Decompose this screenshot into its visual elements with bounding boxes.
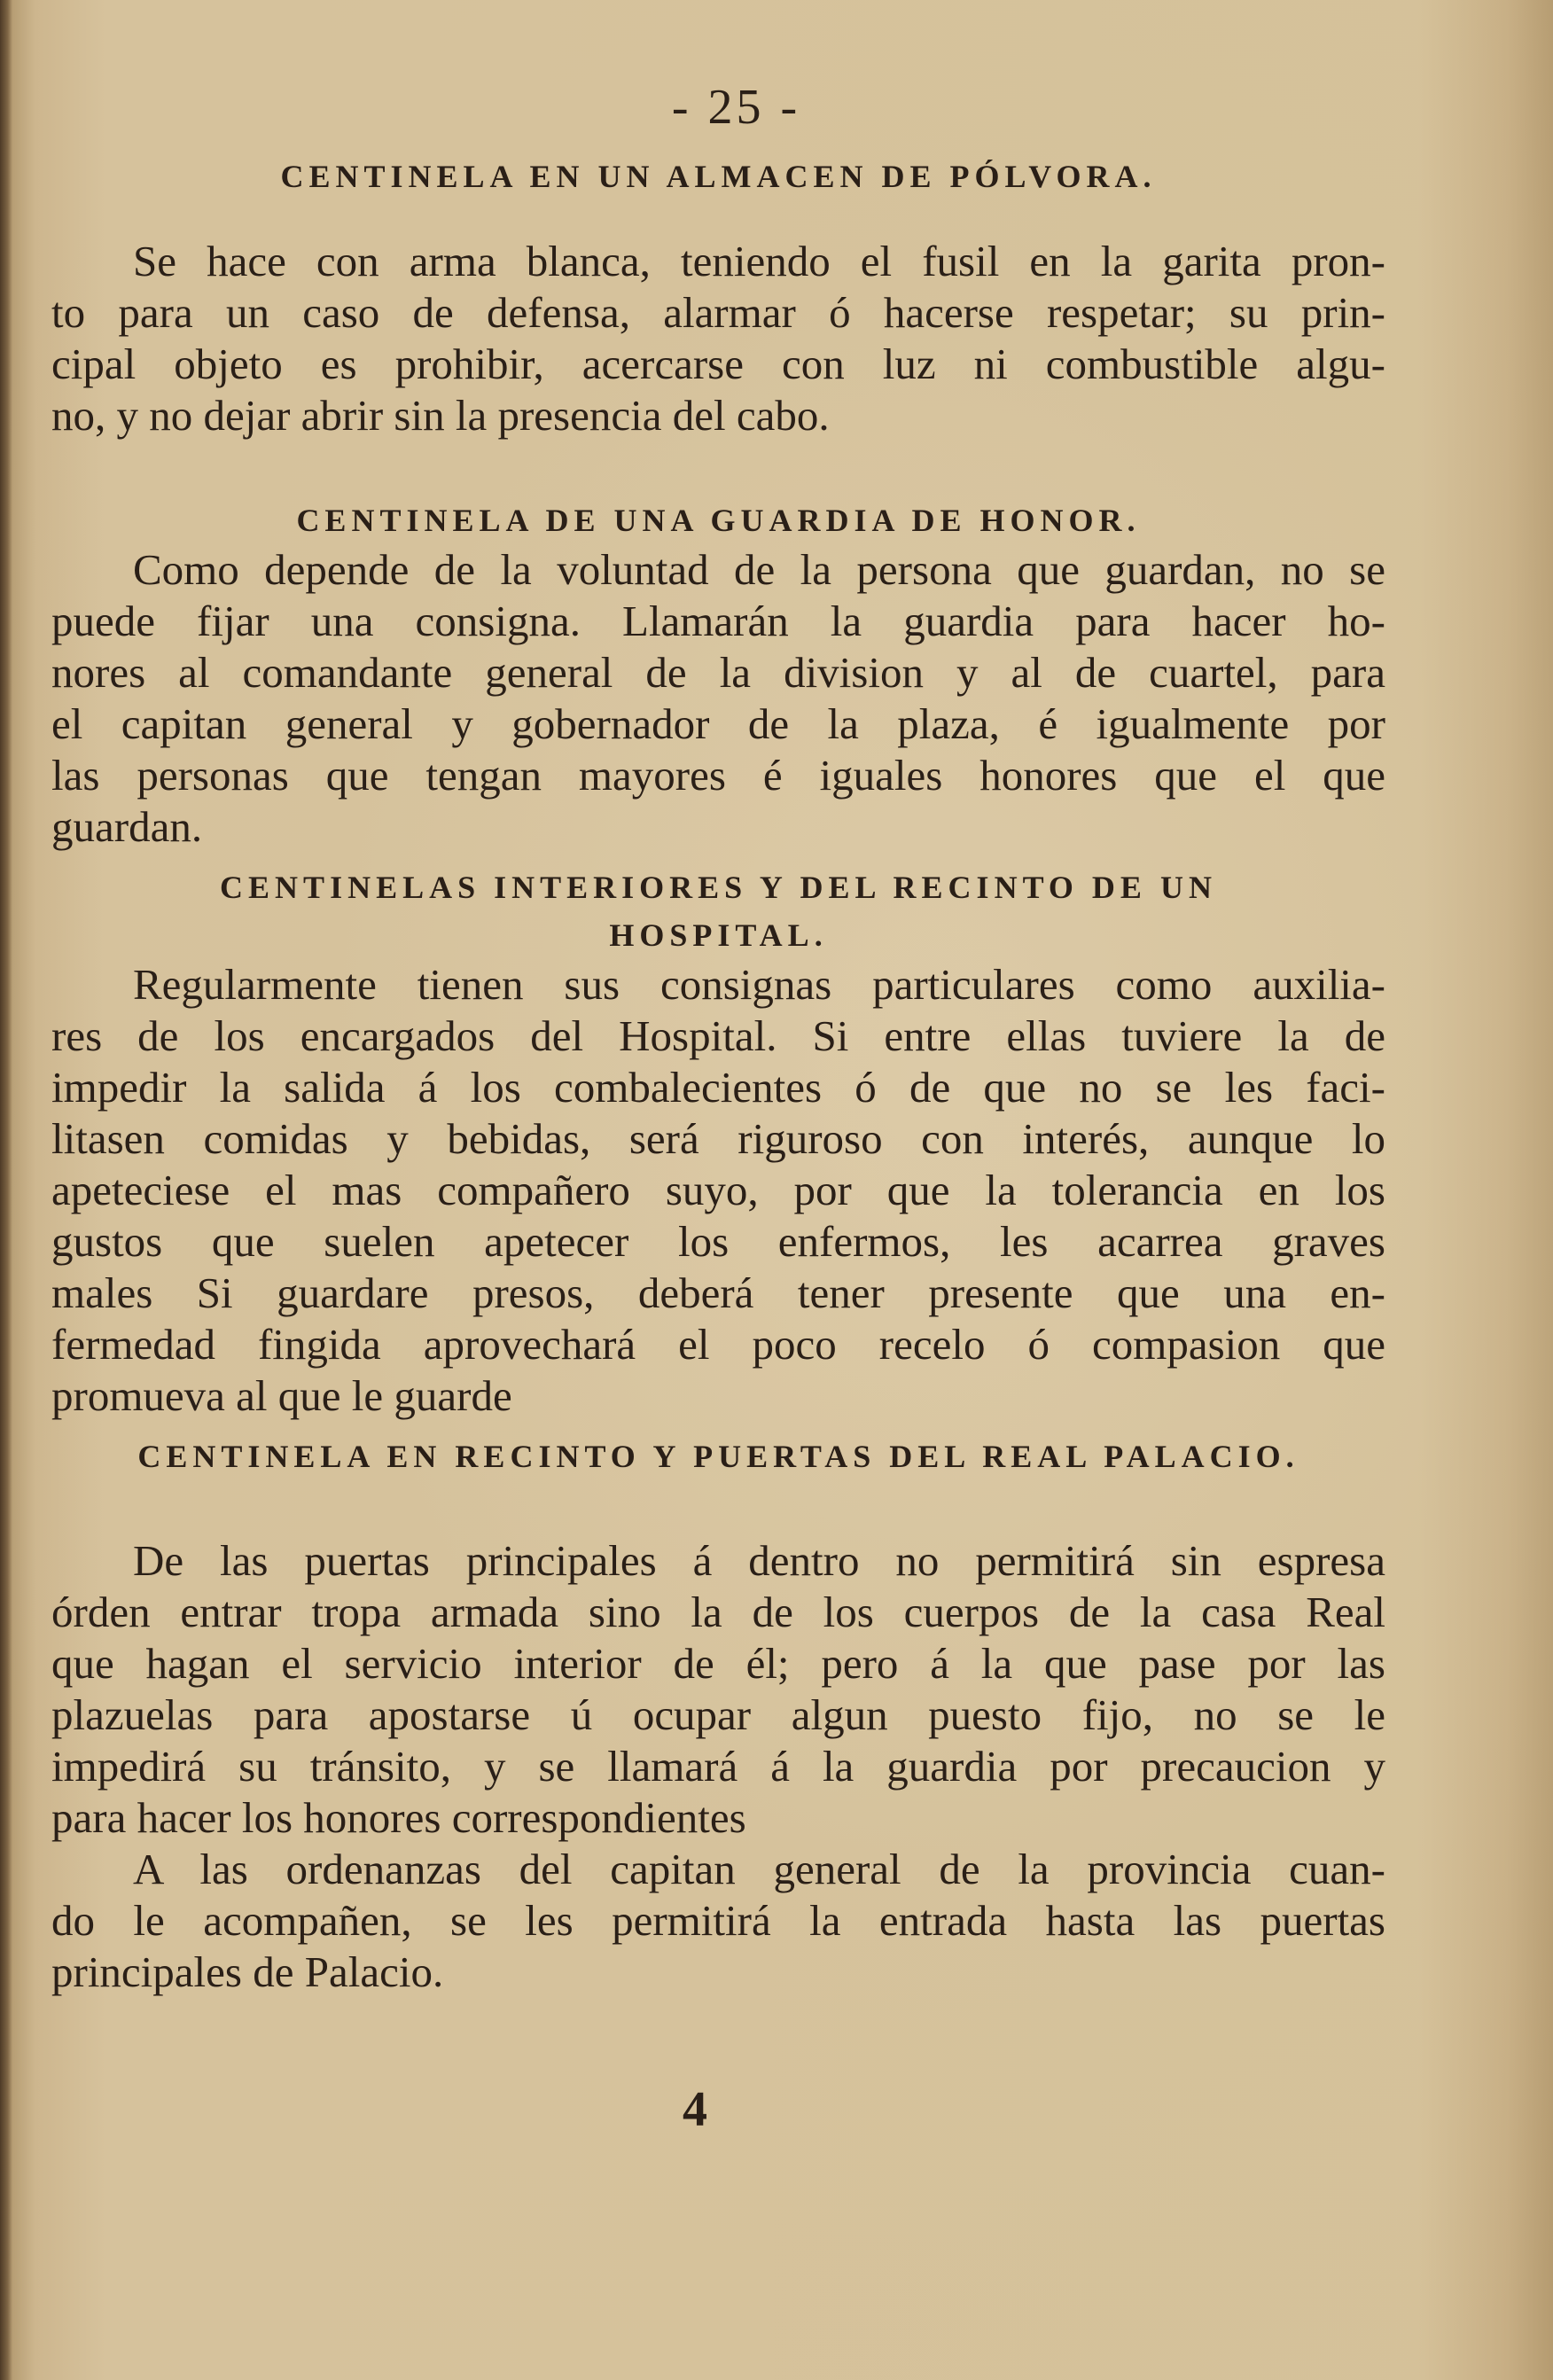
text-line: Se hace con arma blanca, teniendo el fusil en la garita pron- [133, 237, 1385, 285]
section-body-hospital [51, 959, 1385, 1422]
text-line: cipal objeto es prohibir, acercarse con luz ni combustible algu- [51, 339, 1385, 388]
text-line: plazuelas para apostarse ú ocupar algun puesto fijo, no se le [51, 1690, 1385, 1739]
text-line: Como depende de la voluntad de la persona que guardan, no se [133, 545, 1385, 594]
text-line: litasen comidas y bebidas, será riguroso con interés, aunque lo [51, 1114, 1385, 1163]
text-line: principales de Palacio. [51, 1947, 444, 1996]
book-spine-shadow [0, 0, 12, 2380]
section-body-guardia-honor [51, 544, 1385, 853]
text-line: res de los encargados del Hospital. Si entre ellas tuviere la de [51, 1011, 1385, 1060]
text-line: guardan. [51, 802, 203, 851]
text-line: no, y no dejar abrir sin la presencia del cabo. [51, 391, 830, 440]
text-line: impedirá su tránsito, y se llamará á la guardia por precaucion y [51, 1742, 1385, 1791]
section-body-palacio [51, 1535, 1385, 1998]
text-line: para hacer los honores correspondientes [51, 1793, 746, 1842]
text-line: que hagan el servicio interior de él; pero á la que pase por las [51, 1639, 1385, 1688]
printer-signature-mark: 4 [683, 2082, 707, 2137]
text-line: puede fijar una consigna. Llamarán la guardia para hacer ho- [51, 597, 1385, 645]
text-line: gustos que suelen apetecer los enfermos, les acarrea graves [51, 1217, 1385, 1266]
text-line: el capitan general y gobernador de la plaza, é igualmente por [51, 699, 1385, 748]
text-line: nores al comandante general de la division y al de cuartel, para [51, 648, 1385, 697]
page-number: - 25 - [671, 80, 801, 135]
text-line: órden entrar tropa armada sino la de los cuerpos de la casa Real [51, 1588, 1385, 1636]
page-text-block [51, 78, 1385, 1998]
section-heading-hospital: CENTINELAS INTERIORES Y DEL RECINTO DE UN [220, 870, 1217, 905]
text-line: promueva al que le guarde [51, 1371, 512, 1420]
text-line: Regularmente tienen sus consignas particulares como auxilia- [133, 960, 1385, 1009]
text-line: fermedad fingida aprovechará el poco recelo ó compasion que [51, 1320, 1385, 1369]
section-heading-palacio: CENTINELA EN RECINTO Y PUERTAS DEL REAL PALACIO. [137, 1439, 1299, 1474]
text-line: do le acompañen, se les permitirá la entrada hasta las puertas [51, 1896, 1385, 1945]
section-heading-hospital-cont: HOSPITAL. [609, 917, 828, 953]
text-line: las personas que tengan mayores é iguales honores que el que [51, 751, 1385, 800]
section-heading-polvora: CENTINELA EN UN ALMACEN DE PÓLVORA. [280, 159, 1157, 194]
text-line: males Si guardare presos, deberá tener presente que una en- [51, 1268, 1385, 1317]
section-heading-guardia-honor: CENTINELA DE UNA GUARDIA DE HONOR. [296, 503, 1141, 538]
text-line: to para un caso de defensa, alarmar ó hacerse respetar; su prin- [51, 288, 1385, 337]
text-line: impedir la salida á los combalecientes ó de que no se les faci- [51, 1063, 1385, 1112]
section-body-polvora [51, 236, 1385, 441]
text-line: apeteciese el mas compañero suyo, por que la tolerancia en los [51, 1166, 1385, 1214]
text-line: De las puertas principales á dentro no permitirá sin espresa [133, 1536, 1385, 1585]
text-line: A las ordenanzas del capitan general de la provincia cuan- [133, 1845, 1385, 1893]
